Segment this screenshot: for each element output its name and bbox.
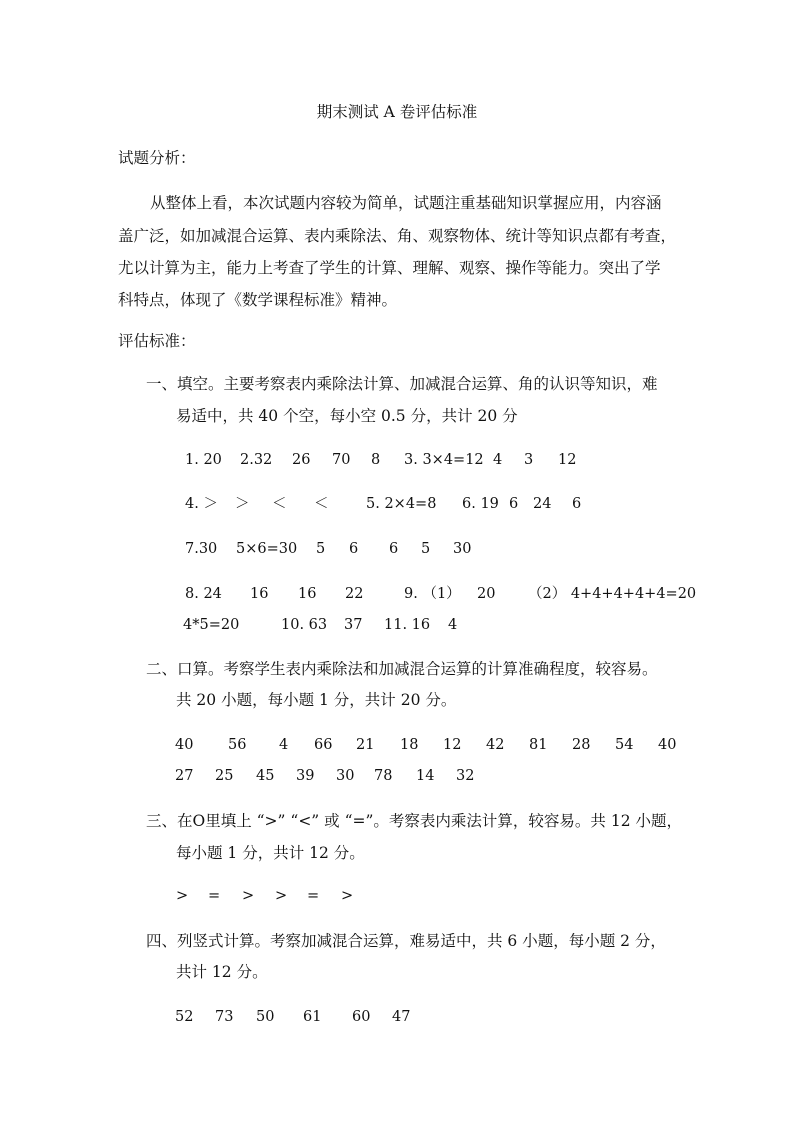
answer-item: 5: [316, 541, 326, 557]
analysis-line-1: 从整体上看，本次试题内容较为简单，试题注重基础知识掌握应用，内容涵: [150, 194, 662, 212]
page-title: 期末测试 A 卷评估标准: [316, 103, 478, 121]
answer-item: 32: [456, 768, 475, 784]
answer-item: （2） 4+4+4+4+4=20: [528, 586, 697, 602]
answer-item: 9. （1）: [404, 586, 461, 602]
answer-item: 6: [349, 541, 359, 557]
answer-item: 50: [256, 1009, 275, 1025]
answer-item: 42: [486, 737, 505, 753]
answer-item: 14: [416, 768, 435, 784]
analysis-line-4: 科特点，体现了《数学课程标准》精神。: [118, 291, 398, 309]
answer-item: 27: [175, 768, 194, 784]
answer-item: 81: [529, 737, 548, 753]
answer-item: >: [341, 888, 354, 904]
answer-item: 6: [509, 496, 519, 512]
answer-item: 5×6=30: [236, 541, 298, 557]
answer-item: 54: [615, 737, 634, 753]
answer-item: 56: [228, 737, 247, 753]
answer-item: 6: [389, 541, 399, 557]
answer-item: ＜: [272, 496, 287, 512]
section-4-line-1: 四、列竖式计算。考察加减混合运算，难易适中，共 6 小题，每小题 2 分，: [146, 932, 666, 950]
section-4-line-2: 共计 12 分。: [176, 963, 268, 981]
answer-item: 16: [250, 586, 269, 602]
answer-item: 18: [400, 737, 419, 753]
answer-item: 26: [292, 452, 311, 468]
answer-item: >: [176, 888, 189, 904]
answer-item: 4*5=20: [183, 617, 240, 633]
answer-item: 4: [448, 617, 458, 633]
answer-item: 30: [336, 768, 355, 784]
answer-item: 20: [477, 586, 496, 602]
answer-item: 4. ＞: [185, 496, 218, 512]
answer-item: 21: [356, 737, 375, 753]
section-2-line-1: 二、口算。考察学生表内乘除法和加减混合运算的计算准确程度，较容易。: [146, 660, 658, 678]
analysis-line-3: 尤以计算为主，能力上考查了学生的计算、理解、观察、操作等能力。突出了学: [118, 259, 661, 277]
answer-item: 40: [175, 737, 194, 753]
answer-item: 6. 19: [462, 496, 499, 512]
answer-item: >: [242, 888, 255, 904]
criteria-heading: 评估标准：: [118, 332, 196, 350]
answer-item: 45: [256, 768, 275, 784]
answer-item: 61: [303, 1009, 322, 1025]
answer-item: 4: [279, 737, 289, 753]
answer-item: 60: [352, 1009, 371, 1025]
answer-item: 70: [332, 452, 351, 468]
answer-item: 37: [344, 617, 363, 633]
analysis-line-2: 盖广泛，如加减混合运算、表内乘除法、角、观察物体、统计等知识点都有考查，: [118, 227, 677, 245]
section-1-line-1: 一、填空。主要考察表内乘除法计算、加减混合运算、角的认识等知识，难: [146, 375, 658, 393]
answer-item: 7.30: [185, 541, 218, 557]
answer-item: 11. 16: [384, 617, 431, 633]
answer-item: 8. 24: [185, 586, 222, 602]
section-2-line-2: 共 20 小题，每小题 1 分，共计 20 分。: [176, 691, 457, 709]
answer-item: 28: [572, 737, 591, 753]
answer-item: 10. 63: [281, 617, 328, 633]
answer-item: 22: [345, 586, 364, 602]
section-3-line-2: 每小题 1 分，共计 12 分。: [176, 844, 365, 862]
answer-item: 3. 3×4=12: [404, 452, 484, 468]
answer-item: 24: [533, 496, 552, 512]
answer-item: 8: [371, 452, 381, 468]
answer-item: ＞: [235, 496, 250, 512]
answer-item: 66: [314, 737, 333, 753]
answer-item: 25: [215, 768, 234, 784]
answer-item: 78: [374, 768, 393, 784]
answer-item: 6: [572, 496, 582, 512]
answer-item: 52: [175, 1009, 194, 1025]
answer-item: =: [208, 888, 221, 904]
answer-item: 5. 2×4=8: [366, 496, 437, 512]
section-1-line-2: 易适中，共 40 个空，每小空 0.5 分，共计 20 分: [176, 407, 518, 425]
answer-item: ＜: [314, 496, 329, 512]
section-3-line-1: 三、在O里填上 “>” “<” 或 “=”。考察表内乘法计算，较容易。共 12 小题，: [146, 812, 683, 830]
answer-item: 2.32: [240, 452, 273, 468]
answer-item: 47: [392, 1009, 411, 1025]
answer-item: 4: [493, 452, 503, 468]
answer-item: 1. 20: [185, 452, 222, 468]
answer-item: 12: [443, 737, 462, 753]
answer-item: 30: [453, 541, 472, 557]
answer-item: 40: [658, 737, 677, 753]
answer-item: 39: [296, 768, 315, 784]
answer-item: 16: [298, 586, 317, 602]
answer-item: 3: [524, 452, 534, 468]
answer-item: >: [275, 888, 288, 904]
answer-item: 73: [215, 1009, 234, 1025]
answer-item: 5: [421, 541, 431, 557]
answer-item: 12: [558, 452, 577, 468]
answer-item: =: [307, 888, 320, 904]
analysis-heading: 试题分析：: [118, 149, 196, 167]
